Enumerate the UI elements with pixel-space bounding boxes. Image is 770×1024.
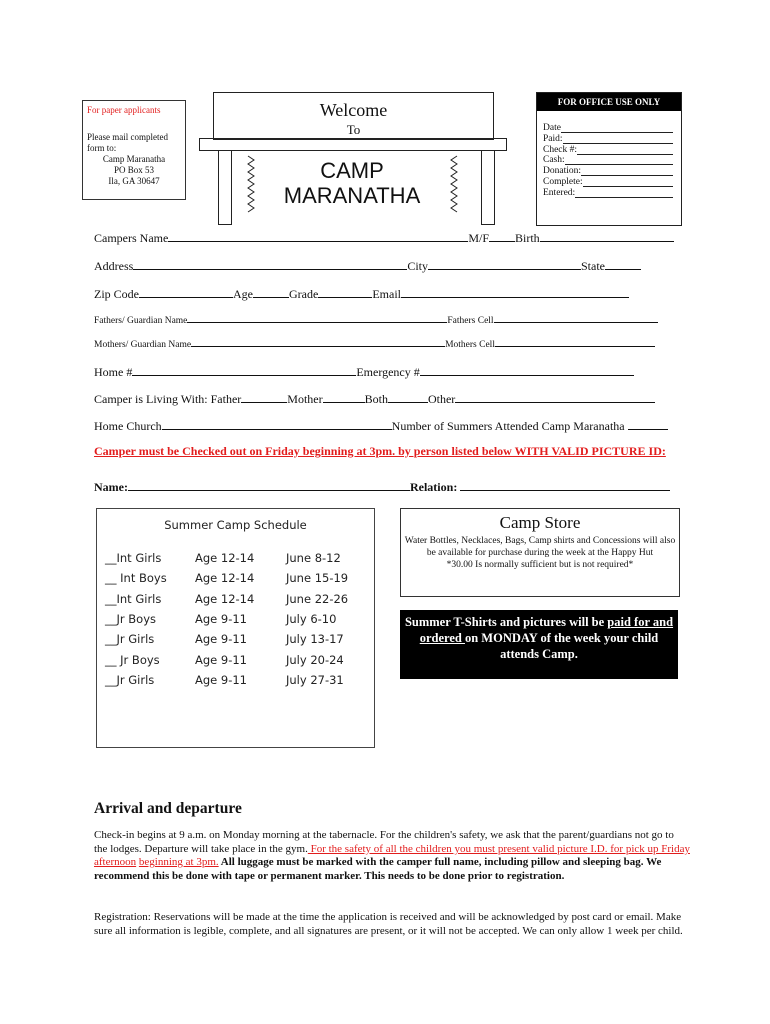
both-field[interactable] [388,390,428,403]
schedule-row [105,609,348,629]
to-text: To [346,122,361,137]
office-label: Check #: [543,144,578,155]
grade-label: Grade [289,287,319,301]
schedule-age: Age 12-14 [195,591,255,606]
pickup-name-field[interactable] [128,478,410,491]
schedule-row [105,649,348,669]
other-field[interactable] [455,390,655,403]
office-label: Complete: [543,176,583,187]
welcome-text: Welcome [319,100,388,120]
camp-name-board [248,154,456,218]
home-phone-label: Home # [94,365,133,379]
schedule-title: Summer Camp Schedule [164,518,307,532]
mothers-guardian-label: Mothers/ Guardian Name [94,340,192,350]
schedule-group[interactable]: __Int Girls [105,551,162,566]
home-church-label: Home Church [94,419,162,433]
fathers-cell-label: Fathers Cell [447,316,494,326]
schedule-age: Age 9-11 [195,672,247,687]
zip-field[interactable] [139,285,233,298]
schedule-group[interactable]: __Jr Girls [105,632,155,647]
schedule-group[interactable]: __Jr Girls [105,672,155,687]
email-field[interactable] [401,285,629,298]
tshirt-text-underlined: paid for and ordered [419,615,674,645]
zip-label: Zip Code [94,287,139,301]
office-row-entered[interactable] [543,188,681,199]
schedule-group[interactable]: __Int Girls [105,591,162,606]
paper-address-2: PO Box 53 [113,165,154,175]
sign-post-right [481,150,495,225]
city-label: City [407,259,428,273]
city-field[interactable] [428,257,581,270]
living-with-label: Camper is Living With: Father [94,392,242,406]
registration-paragraph: Registration: Reservations will be made at the time the application is received and will be acknowledged by post card or email. Make sure all information is legible, complete, and all signatures are present, or it will not be accepted. We can only allow 1 week per child. [94,911,683,937]
row-living-with [94,390,655,407]
paper-address-3: Ila, GA 30647 [108,176,160,186]
arrival-text: Check-in begins at 9 a.m. on Monday morning at the tabernacle. For the children's safety, we ask that the parent/guardians not go to the lodges. Departure will take place in the gym. [94,829,674,855]
office-row-donation[interactable] [543,166,681,177]
office-row-paid[interactable] [543,134,681,145]
campers-name-label: Campers Name [94,231,169,245]
both-label: Both [364,392,388,406]
office-label: Cash: [543,155,565,166]
fathers-guardian-field[interactable] [187,313,447,323]
paper-line-1: Please mail completed [87,132,168,142]
row-pickup [94,478,670,495]
arrival-red-text-2: beginning at 3pm. [138,856,219,869]
row-address [94,257,641,274]
row-home-church [94,417,668,434]
summers-field[interactable] [628,417,668,430]
schedule-dates: July 20-24 [286,652,344,667]
store-body: Water Bottles, Necklaces, Bags, Camp shirts and Concessions will also be available for purchase during the week at the Happy Hut [404,536,676,558]
row-fathers [94,313,658,326]
office-row-complete[interactable] [543,177,681,188]
tshirt-text-1: Summer T-Shirts and pictures will be [404,615,608,629]
row-mothers [94,337,655,350]
schedule-age: Age 9-11 [195,612,247,627]
fathers-guardian-label: Fathers/ Guardian Name [94,316,188,326]
office-label: Donation: [543,166,581,177]
checkout-notice: Camper must be Checked out on Friday beginning at 3pm. by person listed below WITH VALID PICTURE ID: [94,444,666,458]
father-field[interactable] [241,390,287,403]
arrival-paragraph [94,829,690,883]
schedule-row [105,568,348,588]
other-label: Other [427,392,456,406]
office-header: FOR OFFICE USE ONLY [537,93,681,111]
camp-line-2: MARANATHA [283,183,421,208]
office-label: Paid: [543,133,563,144]
home-phone-field[interactable] [132,363,356,376]
schedule-row [105,548,348,568]
mothers-cell-label: Mothers Cell [445,340,495,350]
schedule-group[interactable]: __ Jr Boys [105,652,160,667]
arrival-heading: Arrival and departure [94,800,242,817]
schedule-row [105,589,348,609]
camp-store-box [400,508,680,597]
mother-label: Mother [287,392,323,406]
schedule-row [105,670,348,690]
mothers-guardian-field[interactable] [191,337,445,347]
mother-field[interactable] [323,390,365,403]
schedule-age: Age 9-11 [195,632,247,647]
campers-name-field[interactable] [168,229,468,242]
emergency-label: Emergency # [356,365,420,379]
schedule-table [105,548,348,690]
relation-field[interactable] [460,478,670,491]
state-label: State [581,259,605,273]
address-field[interactable] [133,257,407,270]
address-label: Address [94,259,134,273]
mf-field[interactable] [489,229,515,242]
birth-field[interactable] [540,229,674,242]
store-heading: Camp Store [499,513,581,532]
paper-address-1: Camp Maranatha [102,154,166,164]
paper-line-2: form to: [87,143,117,153]
summers-label: Number of Summers Attended Camp Maranatha [391,419,625,433]
schedule-group[interactable]: __Jr Boys [105,612,156,627]
office-row-cash[interactable] [543,155,681,166]
tshirt-notice [400,610,678,679]
arrival-red-text: For the safety of all the children you must present valid picture I.D. for pick up Friday afternoon [94,842,690,869]
office-row-check[interactable] [543,145,681,156]
office-use-box [536,92,682,226]
paper-applicants-box [82,100,186,200]
sign-post-left [218,150,232,225]
schedule-dates: June 8-12 [286,551,341,566]
office-label: Date [543,123,561,133]
office-row-date[interactable] [543,123,681,134]
arrival-bold-text: All luggage must be marked with the camper full name, including pillow and sleeping bag. We recommend this be done with tape or permanent marker. This needs to be done prior to registration. [94,856,662,882]
welcome-sign [213,92,494,140]
summer-camp-schedule [96,508,375,748]
row-zip [94,285,629,302]
pickup-name-label: Name: [94,480,128,494]
age-label: Age [233,287,253,301]
age-field[interactable] [253,285,289,298]
schedule-dates: July 6-10 [286,612,337,627]
schedule-age: Age 12-14 [195,551,255,566]
camp-line-1: CAMP [320,158,384,183]
mf-label: M/F [468,231,489,245]
schedule-dates: June 15-19 [286,571,349,586]
birth-label: Birth [515,231,540,245]
grade-field[interactable] [318,285,372,298]
office-label: Entered: [543,187,576,198]
schedule-dates: June 22-26 [286,591,349,606]
schedule-age: Age 9-11 [195,652,247,667]
email-label: Email [372,287,401,301]
schedule-group[interactable]: __ Int Boys [105,571,167,586]
schedule-age: Age 12-14 [195,571,255,586]
home-church-field[interactable] [162,417,392,430]
state-field[interactable] [605,257,641,270]
paper-heading: For paper applicants [87,105,161,115]
schedule-row [105,629,348,649]
fathers-cell-field[interactable] [494,313,658,323]
sign-crossbar [199,138,507,151]
mothers-cell-field[interactable] [495,337,655,347]
schedule-dates: July 27-31 [286,672,344,687]
tshirt-text-2: on MONDAY of the week your child attends Camp. [464,631,659,661]
store-note: *30.00 Is normally sufficient but is not required* [446,560,634,570]
relation-label: Relation: [409,480,458,494]
schedule-dates: July 13-17 [286,632,344,647]
row-campers-name [94,229,674,246]
row-home-phone [94,363,634,380]
emergency-field[interactable] [420,363,634,376]
